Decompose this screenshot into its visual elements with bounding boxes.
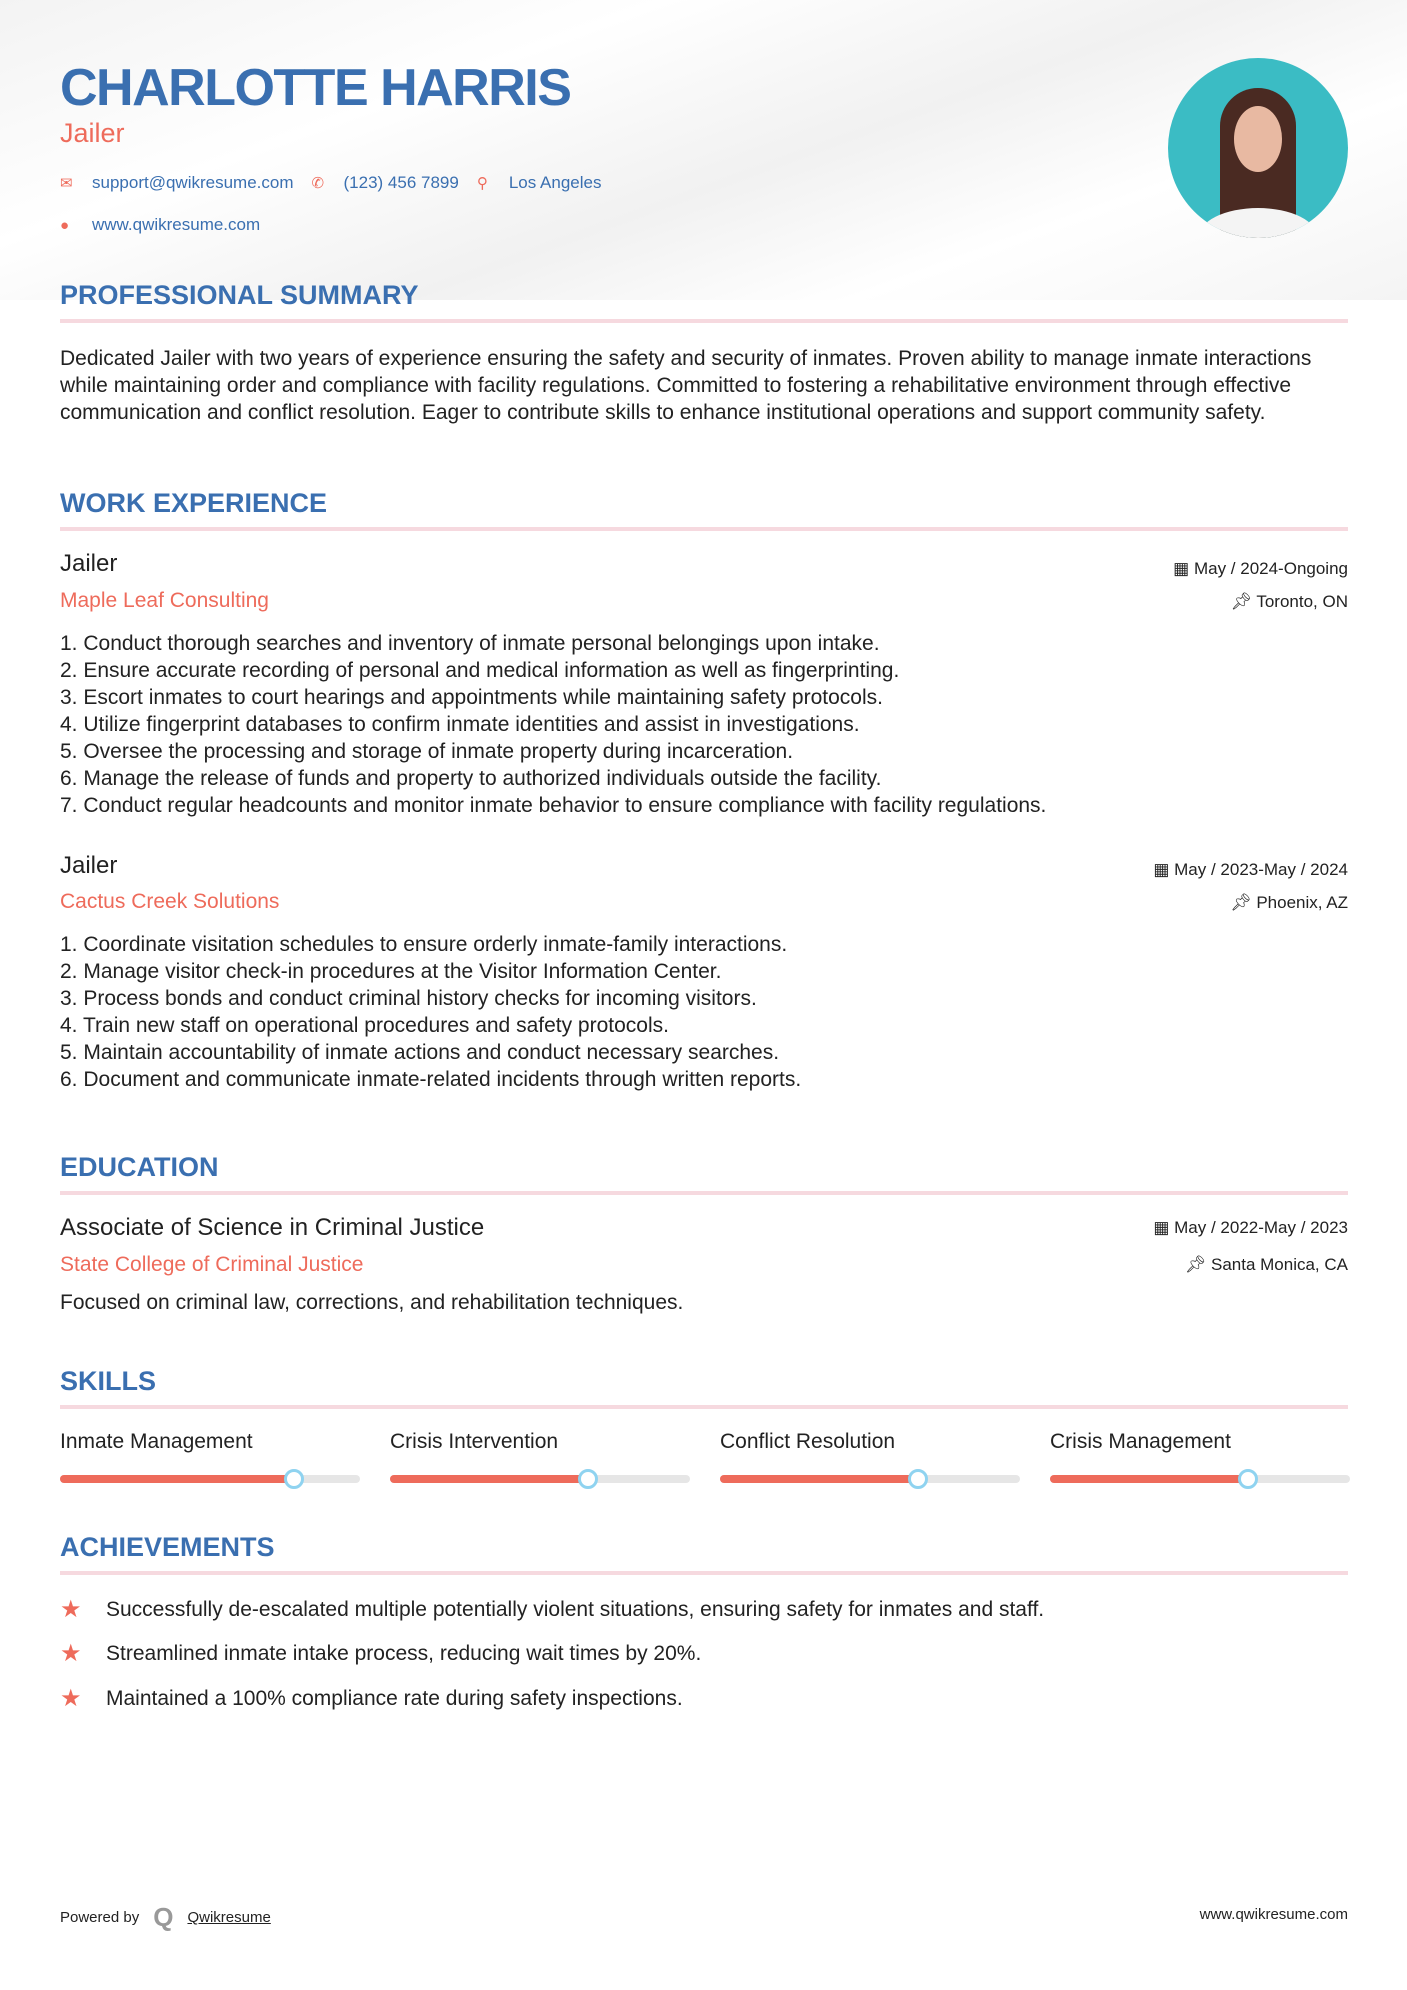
job-location-1 — [1230, 592, 1348, 612]
candidate-name: CHARLOTTE HARRIS — [60, 59, 571, 117]
dates-text: May / 2024-Ongoing — [1193, 559, 1348, 578]
skill-item — [390, 1430, 690, 1454]
website-link[interactable]: www.qwikresume.com — [92, 215, 261, 234]
achievement-text: Maintained a 100% compliance rate during safety inspections. — [106, 1686, 683, 1710]
profile-photo — [1168, 58, 1348, 238]
skill-knob — [284, 1469, 304, 1489]
skill-knob — [908, 1469, 928, 1489]
calendar-icon: ▦ — [1153, 1218, 1175, 1237]
list-item: 1. Coordinate visitation schedules to ensure orderly inmate-family interactions. — [60, 933, 788, 956]
section-heading-education: EDUCATION — [60, 1152, 1348, 1195]
website-row — [60, 215, 260, 235]
achievement-text: Streamlined inmate intake process, reducing wait times by 20%. — [106, 1641, 702, 1665]
list-item: 6. Manage the release of funds and property to authorized individuals outside the facility. — [60, 767, 882, 790]
job-bullets-1 — [60, 630, 1046, 819]
list-item: 6. Document and communicate inmate-related incidents through written reports. — [60, 1068, 802, 1091]
skill-fill — [60, 1475, 294, 1483]
skill-bar — [720, 1475, 1020, 1483]
education-location — [1185, 1255, 1348, 1275]
list-item: 2. Manage visitor check-in procedures at the Visitor Information Center. — [60, 960, 722, 983]
envelope-icon: ✉ — [60, 175, 73, 192]
job-location-2 — [1230, 893, 1348, 913]
summary-text: Dedicated Jailer with two years of experience ensuring the safety and security of inmates. Proven ability to manage inmate interactions while maintaining order and compliance with facility regulations. Committed to fostering a rehabilitative environment through effective communication and conflict resolution. Eager to contribute skills to enhance institutional operations and support community safety. — [60, 347, 1312, 424]
list-item: 3. Escort inmates to court hearings and appointments while maintaining safety protocols. — [60, 686, 883, 709]
job-title-1: Jailer — [60, 550, 118, 577]
skill-item — [1050, 1430, 1350, 1454]
star-icon: ★ — [60, 1596, 82, 1623]
contact-row — [60, 173, 601, 193]
list-item: 4. Utilize fingerprint databases to confirm inmate identities and assist in investigations. — [60, 713, 860, 736]
skill-bar — [390, 1475, 690, 1483]
achievement-item — [60, 1639, 701, 1668]
skill-fill — [1050, 1475, 1248, 1483]
location-pin-icon: ⚲ — [476, 175, 488, 192]
location-text: Santa Monica, CA — [1210, 1255, 1348, 1274]
section-heading-skills: SKILLS — [60, 1366, 1348, 1409]
pin-icon: 📌︎ — [1230, 592, 1257, 611]
star-icon: ★ — [60, 1640, 82, 1667]
calendar-icon: ▦ — [1173, 559, 1194, 578]
skill-name: Conflict Resolution — [720, 1430, 896, 1453]
phone-number: (123) 456 7899 — [343, 173, 459, 192]
section-heading-experience: WORK EXPERIENCE — [60, 488, 1348, 531]
skill-name: Crisis Intervention — [390, 1430, 559, 1453]
footer-powered — [60, 1902, 271, 1933]
dates-text: May / 2022-May / 2023 — [1174, 1218, 1348, 1237]
skill-name: Crisis Management — [1050, 1430, 1231, 1453]
job-title: Jailer — [60, 118, 125, 148]
brand-link[interactable]: Qwikresume — [187, 1909, 271, 1926]
section-heading-achievements: ACHIEVEMENTS — [60, 1532, 1348, 1575]
location-text: Phoenix, AZ — [1256, 893, 1348, 912]
skill-bar — [60, 1475, 360, 1483]
email-link[interactable]: support@qwikresume.com — [92, 173, 294, 192]
list-item: 1. Conduct thorough searches and inventory of inmate personal belongings upon intake. — [60, 632, 880, 655]
list-item: 7. Conduct regular headcounts and monitor inmate behavior to ensure compliance with facility regulations. — [60, 794, 1047, 817]
star-icon: ★ — [60, 1685, 82, 1712]
skill-item — [720, 1430, 1020, 1454]
achievement-text: Successfully de-escalated multiple potentially violent situations, ensuring safety for inmates and staff. — [106, 1597, 1045, 1621]
achievement-item — [60, 1595, 1044, 1624]
company-1: Maple Leaf Consulting — [60, 589, 269, 612]
list-item: 5. Maintain accountability of inmate actions and conduct necessary searches. — [60, 1041, 780, 1064]
pin-icon: 📌︎ — [1184, 1255, 1211, 1274]
phone-icon: ✆ — [311, 175, 325, 192]
job-title-2: Jailer — [60, 852, 118, 879]
company-2: Cactus Creek Solutions — [60, 890, 280, 913]
pin-icon: 📌︎ — [1230, 893, 1257, 912]
list-item: 2. Ensure accurate recording of personal and medical information as well as fingerprinting. — [60, 659, 900, 682]
skill-knob — [578, 1469, 598, 1489]
globe-icon: ● — [60, 216, 70, 234]
skill-fill — [390, 1475, 588, 1483]
dates-text: May / 2023-May / 2024 — [1174, 860, 1348, 879]
achievement-item — [60, 1684, 683, 1713]
section-heading-summary: PROFESSIONAL SUMMARY — [60, 280, 1348, 323]
skill-name: Inmate Management — [60, 1430, 253, 1453]
calendar-icon: ▦ — [1153, 860, 1175, 879]
education-dates — [1153, 1218, 1348, 1238]
skill-knob — [1238, 1469, 1258, 1489]
powered-by-label: Powered by — [60, 1909, 140, 1926]
qwikresume-logo-icon: Q — [153, 1902, 174, 1932]
education-description: Focused on criminal law, corrections, and rehabilitation techniques. — [60, 1291, 684, 1314]
location: Los Angeles — [508, 173, 602, 192]
skill-item — [60, 1430, 360, 1454]
location-text: Toronto, ON — [1256, 592, 1348, 611]
degree: Associate of Science in Criminal Justice — [60, 1214, 485, 1241]
job-bullets-2 — [60, 931, 801, 1093]
skill-bar — [1050, 1475, 1350, 1483]
skill-fill — [720, 1475, 918, 1483]
list-item: 4. Train new staff on operational procedures and safety protocols. — [60, 1014, 669, 1037]
job-dates-2 — [1153, 860, 1348, 880]
list-item: 3. Process bonds and conduct criminal history checks for incoming visitors. — [60, 987, 757, 1010]
school: State College of Criminal Justice — [60, 1253, 364, 1276]
footer-website[interactable]: www.qwikresume.com — [1199, 1906, 1348, 1923]
job-dates-1 — [1173, 559, 1348, 579]
list-item: 5. Oversee the processing and storage of inmate property during incarceration. — [60, 740, 794, 763]
